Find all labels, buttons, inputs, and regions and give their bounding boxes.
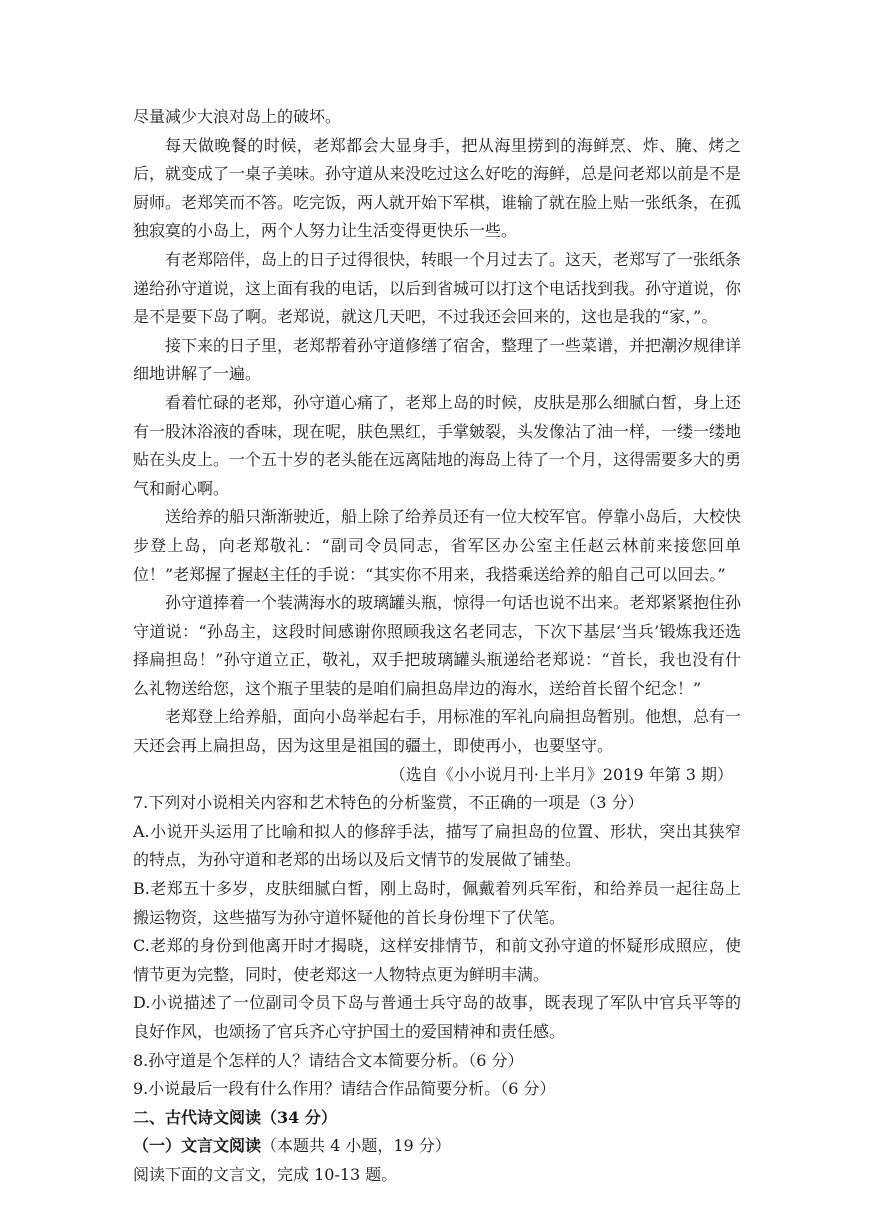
story-paragraph-1: 尽量减少大浪对岛上的破坏。 bbox=[133, 107, 342, 126]
story-paragraph-3: 有老郑陪伴，岛上的日子过得很快，转眼一个月过去了。这天，老郑写了一张纸条递给孙守道说，这上面有我的电话，以后到省城可以打这个电话找到我。孙守道说，你是不是要下岛了啊。老郑说，就这几天吧，不过我还会回来的，这也是我的“家，”。 bbox=[133, 249, 742, 327]
story-paragraph-8: 老郑登上给养船，面向小岛举起右手，用标准的军礼向扁担岛暂别。他想，总有一天还会再上扁担岛，因为这里是祖国的疆土，即使再小，也要坚守。 bbox=[133, 707, 742, 756]
document-content bbox=[133, 103, 741, 1190]
question-7-option-b: B.老郑五十多岁，皮肤细腻白皙，刚上岛时，佩戴着列兵军衔，和给养员一起往岛上搬运物资，这些描写为孙守道怀疑他的首长身份埋下了伏笔。 bbox=[133, 879, 741, 927]
story-paragraph-4: 接下来的日子里，老郑帮着孙守道修缮了宿舍，整理了一些菜谱，并把潮汐规律详细地讲解了一遍。 bbox=[133, 335, 742, 384]
question-8: 8.孙守道是个怎样的人？请结合文本简要分析。（6 分） bbox=[133, 1050, 524, 1070]
subsection-title: （一）文言文阅读 bbox=[133, 1136, 262, 1156]
reading-instruction: 阅读下面的文言文，完成 10-13 题。 bbox=[133, 1164, 398, 1184]
story-paragraph-7: 孙守道捧着一个装满海水的玻璃罐头瓶，惊得一句话也说不出来。老郑紧紧抱住孙守道说：“孙岛主，这段时间感谢你照顾我这名老同志，下次下基层‘当兵’锻炼我还选择扁担岛！”孙守道立正，敬礼，双手把玻璃罐头瓶递给老郑说：“首长，我也没有什么礼物送给您，这个瓶子里装的是咱们扁担岛岸边的海水，送给首长留个纪念！” bbox=[133, 593, 742, 698]
story-source-citation: （选自《小小说月刊·上半月》2019 年第 3 期） bbox=[389, 764, 733, 784]
section-heading: 二、古代诗文阅读（34 分） bbox=[133, 1107, 337, 1127]
question-7-option-c: C.老郑的身份到他离开时才揭晓，这样安排情节，和前文孙守道的怀疑形成照应，使情节更为完整，同时，使老郑这一人物特点更为鲜明丰满。 bbox=[133, 936, 741, 984]
story-paragraph-5: 看着忙碌的老郑，孙守道心痛了，老郑上岛的时候，皮肤是那么细腻白皙，身上还有一股沐浴液的香味，现在呢，肤色黑红，手掌皴裂，头发像沾了油一样，一缕一缕地贴在头皮上。一个五十岁的老头能在远离陆地的海岛上待了一个月，这得需要多大的勇气和耐心啊。 bbox=[133, 392, 742, 498]
question-7-option-d: D.小说描述了一位副司令员下岛与普通士兵守岛的故事，既表现了军队中官兵平等的良好作风，也颂扬了官兵齐心守护国土的爱国精神和责任感。 bbox=[133, 993, 741, 1041]
subsection-heading bbox=[133, 1132, 741, 1161]
question-9: 9.小说最后一段有什么作用？请结合作品简要分析。（6 分） bbox=[133, 1079, 556, 1099]
story-paragraph-2: 每天做晚餐的时候，老郑都会大显身手，把从海里捞到的海鲜烹、炸、腌、烤之后，就变成了一桌子美味。孙守道从来没吃过这么好吃的海鲜，总是问老郑以前是不是厨师。老郑笑而不答。吃完饭，两人就开始下军棋，谁输了就在脸上贴一张纸条，在孤独寂寞的小岛上，两个人努力让生活变得更快乐一些。 bbox=[133, 135, 742, 241]
question-7-option-a: A.小说开头运用了比喻和拟人的修辞手法，描写了扁担岛的位置、形状，突出其狭窄的特点，为孙守道和老郑的出场以及后文情节的发展做了铺垫。 bbox=[133, 821, 741, 870]
story-paragraph-6: 送给养的船只渐渐驶近，船上除了给养员还有一位大校军官。停靠小岛后，大校快步登上岛，向老郑敬礼：“副司令员同志，省军区办公室主任赵云林前来接您回单位！”老郑握了握赵主任的手说：“其实你不用来，我搭乘送给养的船自己可以回去。” bbox=[133, 507, 742, 584]
subsection-note: （本题共 4 小题，19 分） bbox=[261, 1136, 451, 1156]
question-7: 7.下列对小说相关内容和艺术特色的分析鉴赏，不正确的一项是（3 分） bbox=[133, 793, 644, 813]
